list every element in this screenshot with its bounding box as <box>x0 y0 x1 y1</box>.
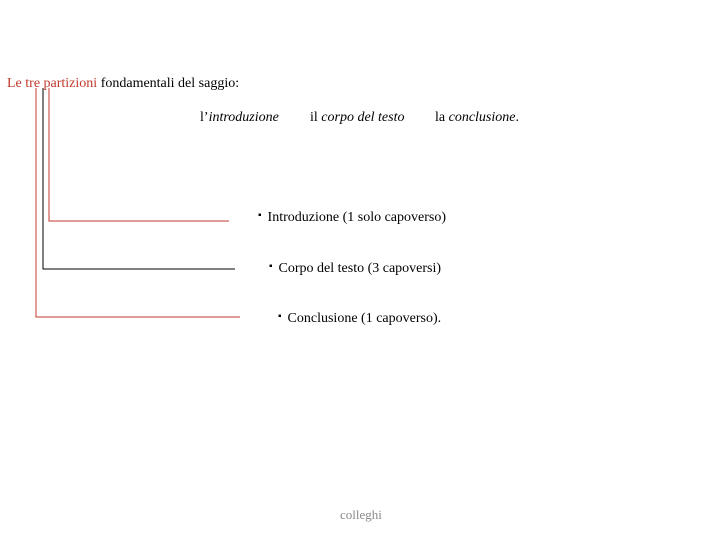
bullet-icon: ▪ <box>269 261 273 272</box>
part-label: corpo del testo <box>321 110 405 125</box>
diagram-title <box>7 76 239 92</box>
part-article: la <box>435 110 449 125</box>
part-label: introduzione <box>208 110 279 125</box>
bullet-item-introduzione <box>258 210 446 226</box>
title-accent: Le tre partizioni <box>7 76 98 91</box>
part-label: conclusione <box>448 110 516 125</box>
bullet-icon: ▪ <box>278 311 282 322</box>
bullet-item-corpo <box>269 261 441 277</box>
part-introduzione <box>200 110 279 126</box>
bullet-label: Introduzione (1 solo capoverso) <box>267 210 446 225</box>
bullet-label: Conclusione (1 capoverso). <box>287 311 442 326</box>
bullet-label: Corpo del testo (3 capoversi) <box>278 261 442 276</box>
part-article: l’ <box>200 110 209 125</box>
bullet-icon: ▪ <box>258 210 262 221</box>
bullet-item-conclusione <box>278 311 441 327</box>
title-rest: fondamentali del saggio: <box>97 76 240 91</box>
part-article: il <box>310 110 322 125</box>
part-period: . <box>515 110 519 125</box>
connector-introduzione <box>49 88 229 221</box>
part-conclusione <box>435 110 519 126</box>
part-corpo <box>310 110 405 126</box>
footer-text: colleghi <box>340 507 382 522</box>
